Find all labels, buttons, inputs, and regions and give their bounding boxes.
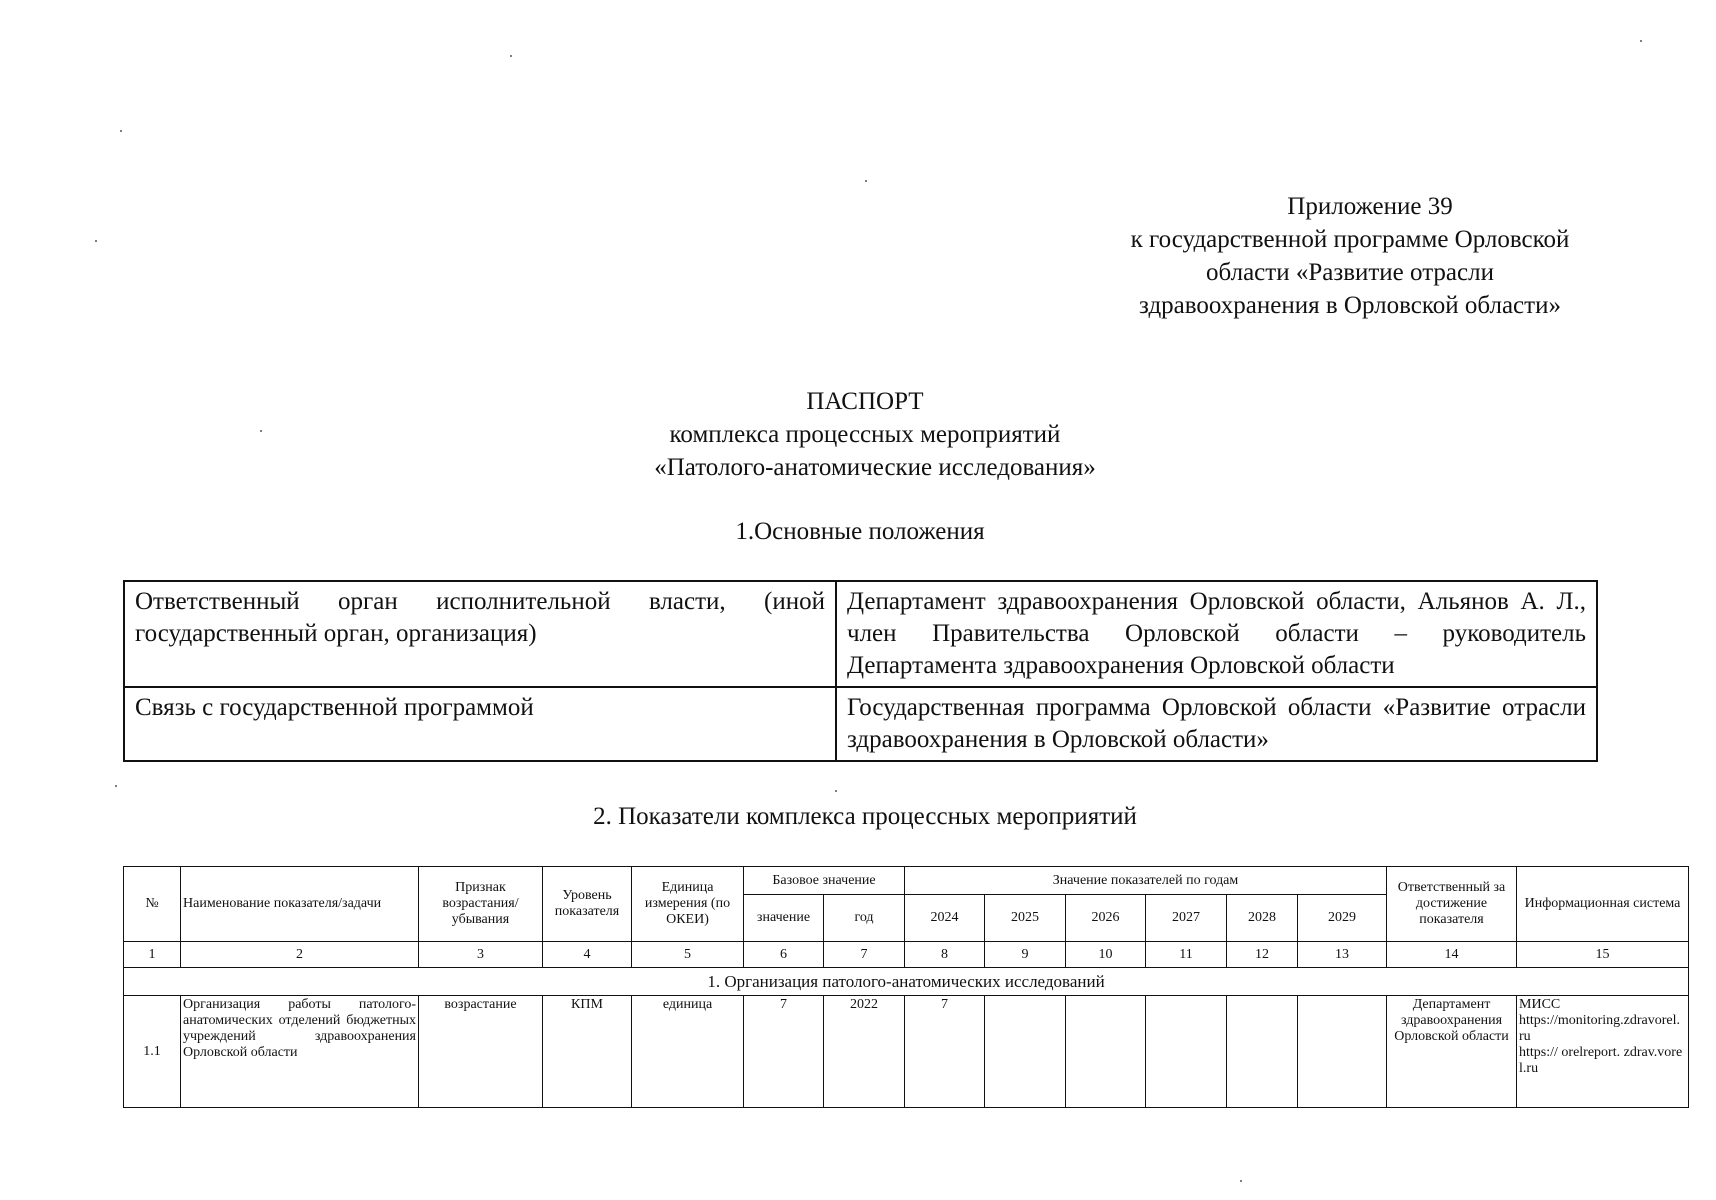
scan-speck [835,790,837,792]
passport-subtitle-1: комплекса процессных мероприятий [669,421,1061,448]
info-system-link: https:// orelreport. zdrav.vorel.ru [1519,1045,1683,1076]
scan-speck [865,180,867,182]
row-num: 1.1 [124,996,181,1108]
column-number: 15 [1517,942,1689,968]
row-name: Организация работы патолого-анатомических отделений бюджетных учреждений здравоохранения Орловской области [181,996,419,1108]
col-sign-header: Признак возрастания/ убывания [419,867,543,942]
col-info-header: Информационная система [1517,867,1689,942]
column-number: 13 [1298,942,1387,968]
row-level: КПМ [543,996,632,1108]
col-years-group-header: Значение показателей по годам [905,867,1387,895]
col-num-header: № [124,867,181,942]
col-year-header: 2026 [1066,895,1146,942]
column-number-row [124,942,1689,968]
info-system-name: МИСС [1519,997,1561,1012]
col-year-header: 2025 [985,895,1066,942]
col-year-header: 2024 [905,895,985,942]
column-number: 10 [1066,942,1146,968]
col-year-header: 2029 [1298,895,1387,942]
program-link-value: Государственная программа Орловской области «Развитие отрасли здравоохранения в Орловской области» [836,687,1597,761]
appendix-block [1070,190,1630,322]
info-system-link-suffix: ru [1519,1029,1531,1044]
info-system-link: https://monitoring.zdravorel. [1519,1013,1680,1028]
row-sign: возрастание [419,996,543,1108]
row-base-value: 7 [744,996,824,1108]
column-number: 6 [744,942,824,968]
indicators-table [123,866,1689,1108]
col-year-header: 2028 [1227,895,1298,942]
column-number: 7 [824,942,905,968]
column-number: 12 [1227,942,1298,968]
col-year-header: 2027 [1146,895,1227,942]
group-title-row [124,968,1689,996]
column-number: 14 [1387,942,1517,968]
col-base-year-header: год [824,895,905,942]
responsible-label: Ответственный орган исполнительной власти, (иной государственный орган, организация) [124,581,836,687]
row-base-year: 2022 [824,996,905,1108]
col-unit-header: Единица измерения (по ОКЕИ) [632,867,744,942]
row-year-value [985,996,1066,1108]
scan-speck [510,55,512,57]
column-number: 11 [1146,942,1227,968]
table-row [124,996,1689,1108]
scan-speck [1240,1180,1242,1182]
scan-speck [260,430,262,432]
passport-subtitle-2: «Патолого-анатомические исследования» [654,454,1096,481]
scan-speck [1640,40,1642,42]
header-row-1 [124,867,1689,895]
table-row [124,581,1597,687]
row-year-value [1298,996,1387,1108]
col-name-header: Наименование показателя/задачи [181,867,419,942]
passport-title-block [600,385,1130,484]
column-number: 9 [985,942,1066,968]
program-link-label: Связь с государственной программой [124,687,836,761]
column-number: 5 [632,942,744,968]
column-number: 8 [905,942,985,968]
row-year-value [1227,996,1298,1108]
row-year-value [1146,996,1227,1108]
group-title: 1. Организация патолого-анатомических исследований [124,968,1689,996]
appendix-line-1: Приложение 39 [1287,193,1453,220]
col-level-header: Уровень показателя [543,867,632,942]
column-number: 4 [543,942,632,968]
section2-heading: 2. Показатели комплекса процессных мероприятий [593,803,1137,830]
column-number: 2 [181,942,419,968]
appendix-line-4: здравоохранения в Орловской области» [1139,292,1561,319]
table-row [124,687,1597,761]
col-responsible-header: Ответственный за достижение показателя [1387,867,1517,942]
appendix-line-2: к государственной программе Орловской [1130,226,1570,253]
row-unit: единица [632,996,744,1108]
passport-title: ПАСПОРТ [806,388,924,415]
row-responsible: Департамент здравоохранения Орловской области [1387,996,1517,1108]
row-year-value [1066,996,1146,1108]
row-info-system [1517,996,1689,1108]
responsible-value: Департамент здравоохранения Орловской области, Альянов А. Л., член Правительства Орловской области – руководитель Департамента здравоохранения Орловской области [836,581,1597,687]
scan-speck [115,785,117,787]
section1-heading: 1.Основные положения [735,518,985,545]
appendix-line-3: области «Развитие отрасли [1206,259,1494,286]
scan-speck [120,130,122,132]
scan-speck [95,240,97,242]
row-year-value: 7 [905,996,985,1108]
basic-provisions-table [123,580,1598,762]
col-base-header: Базовое значение [744,867,905,895]
col-base-value-header: значение [744,895,824,942]
column-number: 3 [419,942,543,968]
column-number: 1 [124,942,181,968]
